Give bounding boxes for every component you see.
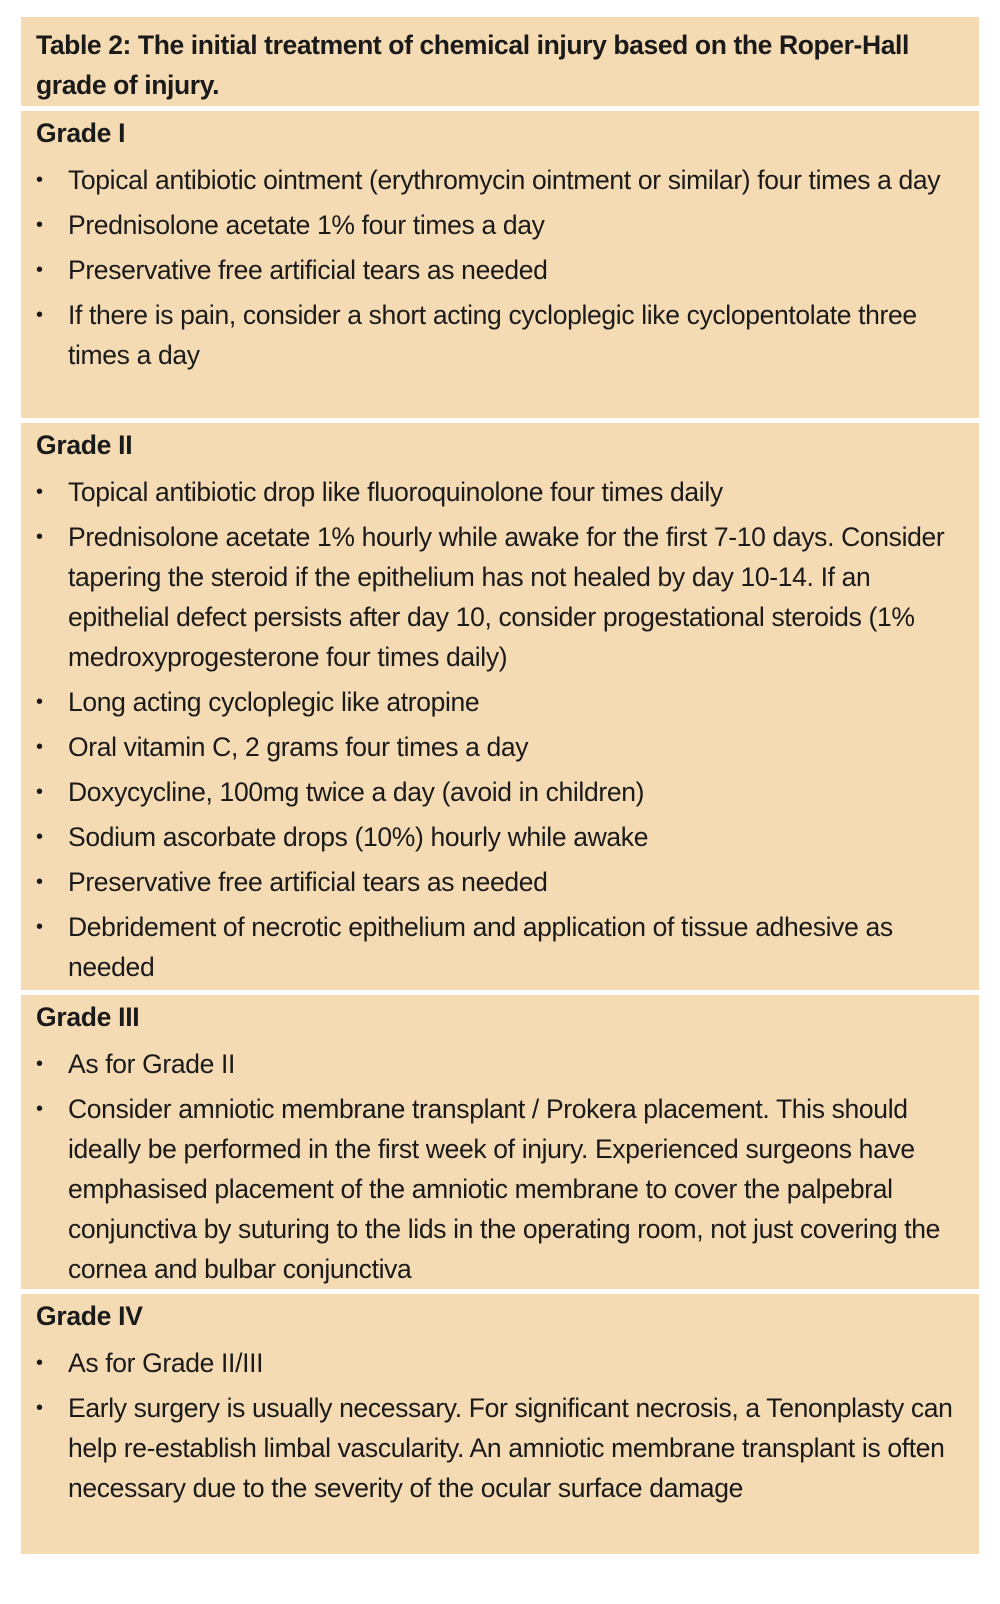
bullet-icon: • [36,736,43,758]
grade-2-list [36,472,963,987]
grade-4-heading: Grade IV [36,1301,143,1331]
grade-3-section [21,995,979,1289]
bullet-icon: • [36,1397,43,1419]
grade-2-section [21,423,979,990]
grade-1-heading: Grade I [36,118,126,148]
grade-3-list [36,1044,963,1289]
grade-2-heading: Grade II [36,430,133,460]
list-item: • Prednisolone acetate 1% hourly while awake for the first 7-10 days. Consider tapering the steroid if the epithelium has not healed by day 10-14. If an epithelial defect persists after day 10, consider progestational steroids (1% medroxyprogesterone four times daily) [36,517,963,677]
list-item: • Topical antibiotic drop like fluoroquinolone four times daily [36,472,963,512]
list-item: • Sodium ascorbate drops (10%) hourly while awake [36,817,963,857]
bullet-icon: • [36,871,43,893]
list-item: • Debridement of necrotic epithelium and application of tissue adhesive as needed [36,907,963,987]
list-item: • Oral vitamin C, 2 grams four times a day [36,727,963,767]
bullet-icon: • [36,481,43,503]
list-item: • Doxycycline, 100mg twice a day (avoid in children) [36,772,963,812]
bullet-icon: • [36,214,43,236]
bullet-icon: • [36,169,43,191]
grade-1-list [36,160,963,375]
list-item: • As for Grade II/III [36,1343,963,1383]
bullet-icon: • [36,304,43,326]
list-item: • If there is pain, consider a short acting cycloplegic like cyclopentolate three times a day [36,295,963,375]
table-caption: Table 2: The initial treatment of chemical injury based on the Roper-Hall grade of injury. [36,30,909,100]
bullet-icon: • [36,1352,43,1374]
list-item: • Preservative free artificial tears as needed [36,862,963,902]
bullet-icon: • [36,826,43,848]
grade-1-section [21,111,979,418]
treatment-table [21,17,979,1559]
bullet-icon: • [36,1098,43,1120]
bullet-icon: • [36,781,43,803]
list-item: • Long acting cycloplegic like atropine [36,682,963,722]
list-item: • As for Grade II [36,1044,963,1084]
list-item: • Early surgery is usually necessary. For significant necrosis, a Tenonplasty can help re-establish limbal vascularity. An amniotic membrane transplant is often necessary due to the severity of the ocular surface damage [36,1388,963,1508]
grade-4-section [21,1294,979,1554]
grade-4-list [36,1343,963,1508]
bullet-icon: • [36,259,43,281]
bullet-icon: • [36,526,43,548]
bullet-icon: • [36,691,43,713]
grade-3-heading: Grade III [36,1002,140,1032]
list-item: • Prednisolone acetate 1% four times a day [36,205,963,245]
bullet-icon: • [36,916,43,938]
list-item: • Topical antibiotic ointment (erythromycin ointment or similar) four times a day [36,160,963,200]
list-item: • Preservative free artificial tears as needed [36,250,963,290]
table-caption-cell [21,17,979,106]
bullet-icon: • [36,1053,43,1075]
list-item: • Consider amniotic membrane transplant / Prokera placement. This should ideally be performed in the first week of injury. Experienced surgeons have emphasised placement of the amniotic membrane to cover the palpebral conjunctiva by suturing to the lids in the operating room, not just covering the cornea and bulbar conjunctiva [36,1089,963,1289]
